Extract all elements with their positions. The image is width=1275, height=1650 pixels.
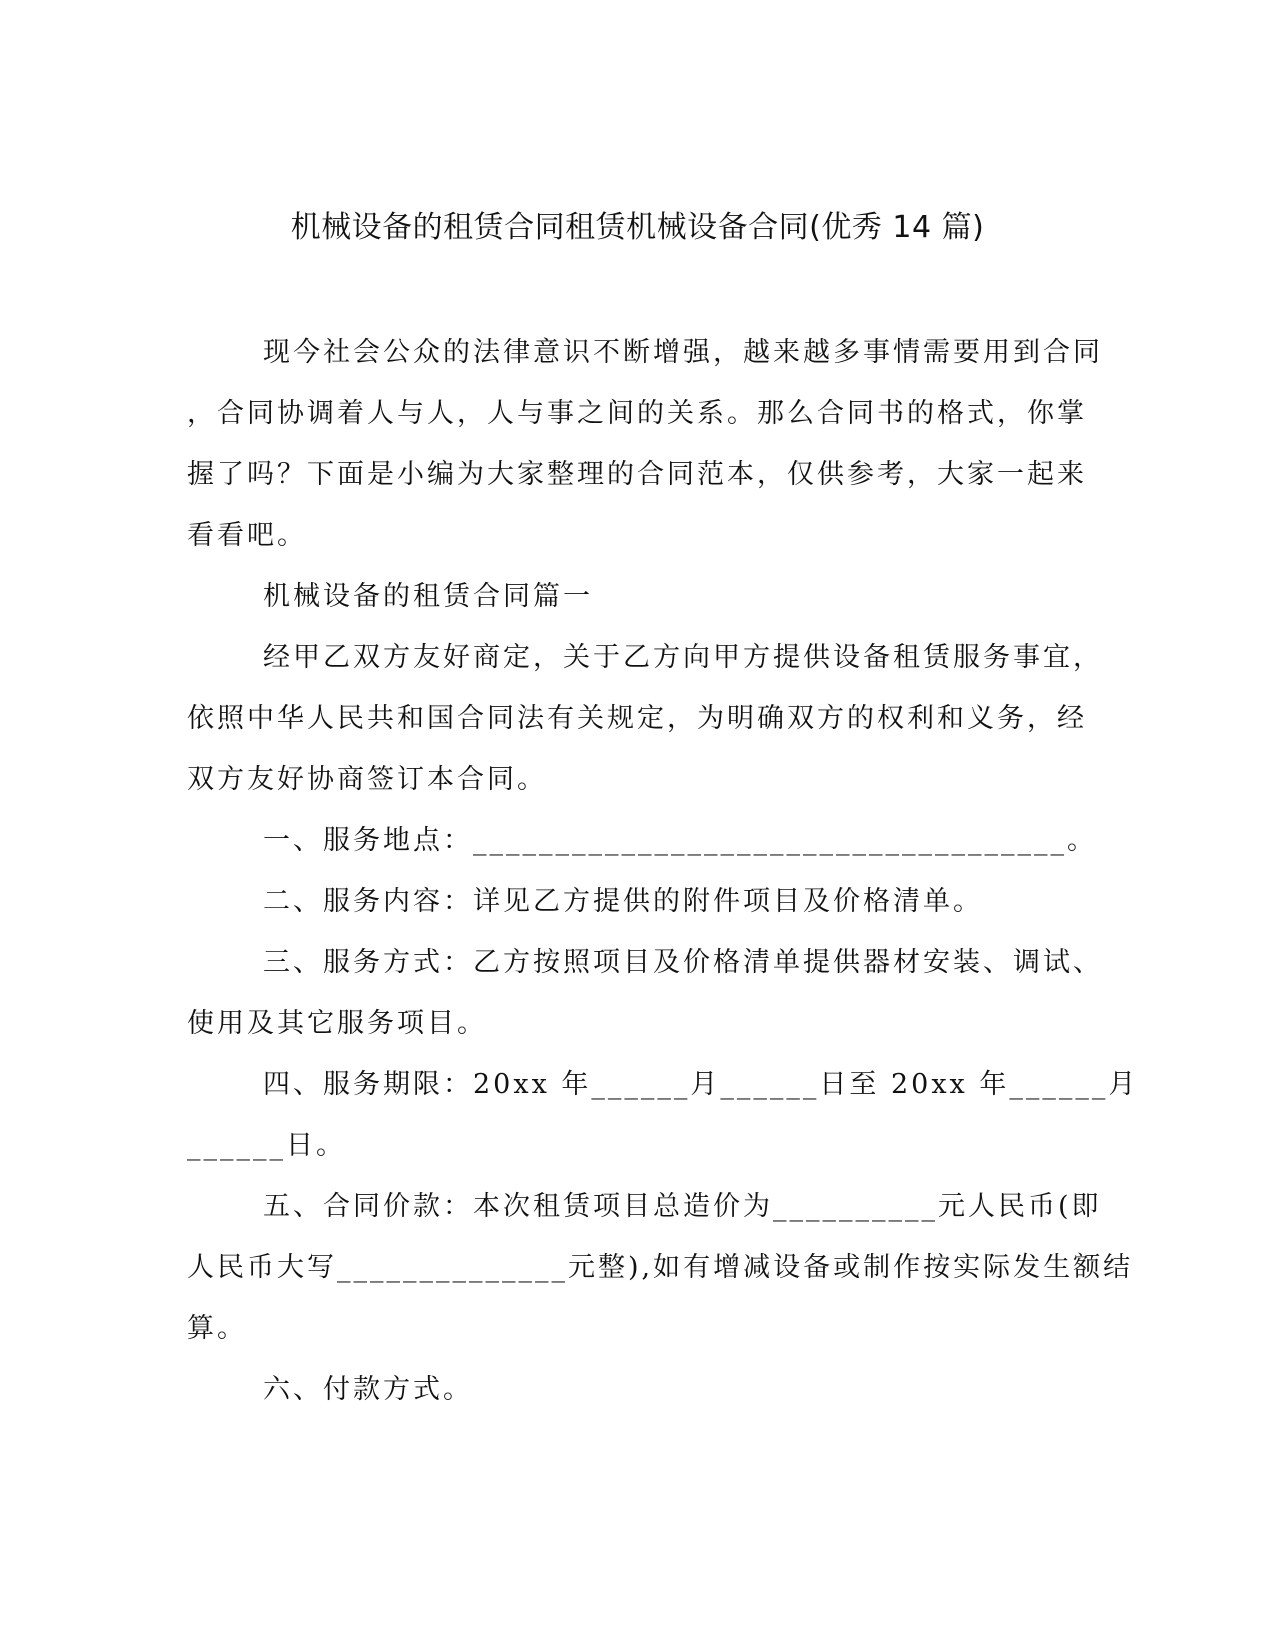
intro-paragraph <box>187 322 1103 566</box>
clause-payment-method: 六、付款方式。 <box>263 1374 473 1405</box>
intro-line-1: 现今社会公众的法律意识不断增强，越来越多事情需要用到合同 <box>263 337 1103 368</box>
clause-service-content: 二、服务内容：详见乙方提供的附件项目及价格清单。 <box>263 886 983 917</box>
intro-line-3: 握了吗？下面是小编为大家整理的合同范本，仅供参考，大家一起来 <box>187 459 1087 490</box>
clause-service-method-line-1: 三、服务方式：乙方按照项目及价格清单提供器材安装、调试、 <box>263 947 1103 978</box>
clause-contract-price <box>187 1176 1134 1359</box>
clause-contract-price-line-2: 人民币大写______________元整),如有增减设备或制作按实际发生额结 <box>187 1252 1134 1283</box>
preamble-line-2: 依照中华人民共和国合同法有关规定，为明确双方的权利和义务，经 <box>187 703 1087 734</box>
clause-contract-price-line-1: 五、合同价款：本次租赁项目总造价为__________元人民币(即 <box>263 1191 1102 1222</box>
clause-service-period-line-1: 四、服务期限：20xx 年______月______日至 20xx 年______月 <box>263 1069 1139 1100</box>
document-body <box>187 322 1139 1420</box>
clause-contract-price-line-3: 算。 <box>187 1313 247 1344</box>
section-heading: 机械设备的租赁合同篇一 <box>263 581 593 612</box>
preamble-paragraph <box>187 627 1103 810</box>
clause-service-period <box>187 1054 1139 1176</box>
document-title: 机械设备的租赁合同租赁机械设备合同(优秀 14 篇) <box>290 210 985 245</box>
clause-service-location: 一、服务地点：____________________________________。 <box>263 825 1097 856</box>
intro-line-2: ，合同协调着人与人，人与事之间的关系。那么合同书的格式，你掌 <box>187 398 1087 429</box>
preamble-line-1: 经甲乙双方友好商定，关于乙方向甲方提供设备租赁服务事宜， <box>263 642 1103 673</box>
clause-service-method <box>187 932 1103 1054</box>
clause-service-method-line-2: 使用及其它服务项目。 <box>187 1008 487 1039</box>
intro-line-4: 看看吧。 <box>187 520 307 551</box>
preamble-line-3: 双方友好协商签订本合同。 <box>187 764 547 795</box>
clause-service-period-line-2: ______日。 <box>187 1130 346 1161</box>
